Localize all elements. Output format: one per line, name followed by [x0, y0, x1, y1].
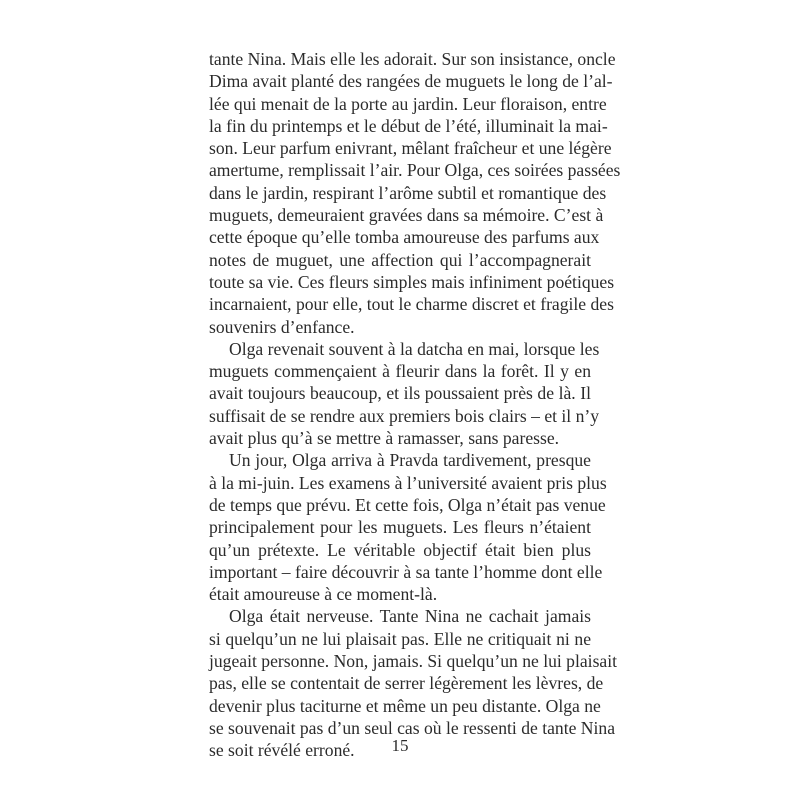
text-line: Un jour, Olga arriva à Pravda tardivement, presque	[229, 450, 591, 471]
text-line: suffisait de se rendre aux premiers bois clairs – et il n’y	[209, 405, 600, 426]
paragraph	[209, 48, 621, 338]
text-line: souvenirs d’enfance.	[209, 316, 355, 337]
text-line: tante Nina. Mais elle les adorait. Sur son insistance, oncle	[209, 49, 616, 69]
page-number: 15	[391, 736, 409, 755]
text-line: Dima avait planté des rangées de muguets le long de l’al-	[209, 71, 613, 92]
text-line: son. Leur parfum enivrant, mêlant fraîcheur et une légère	[209, 138, 612, 159]
text-line: se soit révélé erroné.	[209, 740, 355, 761]
text-line: incarnaient, pour elle, tout le charme discret et fragile des	[209, 294, 614, 315]
paragraph	[209, 449, 607, 605]
text-line: avait plus qu’à se mettre à ramasser, sans paresse.	[209, 428, 560, 449]
text-line: pas, elle se contentait de serrer légèrement les lèvres, de	[209, 673, 604, 694]
text-line: avait toujours beaucoup, et ils poussaient près de là. Il	[209, 383, 591, 404]
text-line: qu’un prétexte. Le véritable objectif était bien plus	[209, 539, 591, 560]
text-line: lée qui menait de la porte au jardin. Leur floraison, entre	[209, 93, 607, 114]
text-line: muguets, demeuraient gravées dans sa mémoire. C’est à	[209, 205, 604, 226]
text-line: Olga était nerveuse. Tante Nina ne cachait jamais	[229, 606, 591, 627]
text-line: la fin du printemps et le début de l’été, illuminait la mai-	[209, 115, 608, 136]
text-line: Olga revenait souvent à la datcha en mai, lorsque les	[229, 338, 600, 359]
text-line: important – faire découvrir à sa tante l’homme dont elle	[209, 561, 603, 582]
text-line: était amoureuse à ce moment-là.	[209, 584, 438, 605]
text-line: toute sa vie. Ces fleurs simples mais infiniment poétiques	[209, 271, 615, 292]
text-line: dans le jardin, respirant l’arôme subtil et romantique des	[209, 182, 607, 203]
text-line: à la mi-juin. Les examens à l’université avaient pris plus	[209, 472, 607, 493]
text-line: muguets commençaient à fleurir dans la forêt. Il y en	[209, 361, 591, 382]
text-line: amertume, remplissait l’air. Pour Olga, ces soirées passées	[209, 160, 621, 181]
text-line: devenir plus taciturne et même un peu distante. Olga ne	[209, 695, 601, 716]
text-line: principalement pour les muguets. Les fleurs n’étaient	[209, 517, 591, 538]
text-line: notes de muguet, une affection qui l’accompagnerait	[209, 249, 591, 270]
text-line: de temps que prévu. Et cette fois, Olga n’était pas venue	[209, 494, 606, 515]
text-line: jugeait personne. Non, jamais. Si quelqu’un ne lui plaisait	[209, 651, 617, 672]
text-line: cette époque qu’elle tomba amoureuse des parfums aux	[209, 227, 600, 248]
page-body	[209, 48, 621, 762]
text-line: si quelqu’un ne lui plaisait pas. Elle ne critiquait ni ne	[209, 628, 591, 649]
paragraph	[209, 338, 600, 449]
text-line: se souvenait pas d’un seul cas où le ressenti de tante Nina	[209, 717, 616, 738]
